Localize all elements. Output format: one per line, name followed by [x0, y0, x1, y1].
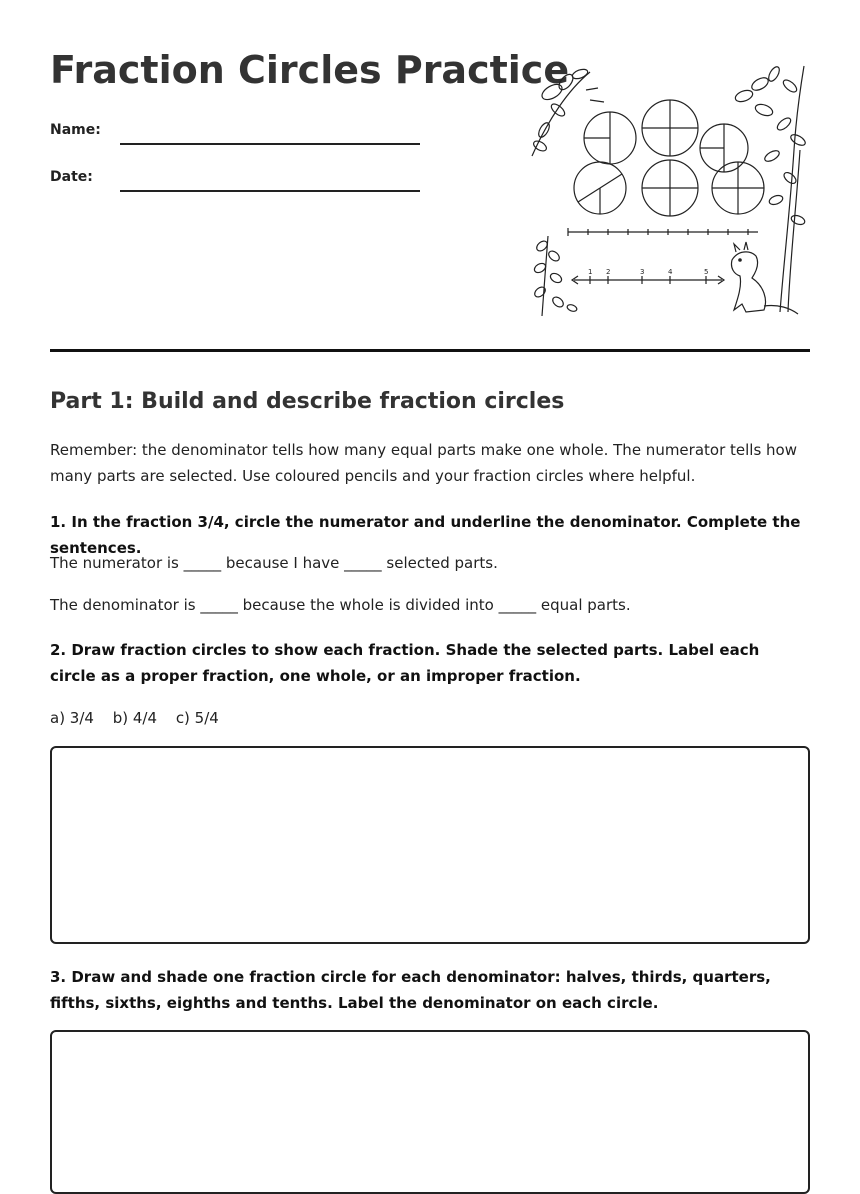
number-line-label: 2: [606, 268, 611, 276]
question-1-sentence-1: The numerator is _____ because I have _____ selected parts.: [50, 554, 498, 572]
fraction-circles-illustration: [528, 60, 810, 322]
ruler-icon: [568, 228, 758, 236]
question-1-sentence-2: The denominator is _____ because the whole is divided into _____ equal parts.: [50, 596, 631, 614]
number-line: [572, 276, 724, 284]
question-3-prompt: 3. Draw and shade one fraction circle for each denominator: halves, thirds, quarters, fifths, sixths, eighths and tenths. Label the denominator on each circle.: [50, 968, 771, 1012]
number-line-label: 5: [704, 268, 709, 276]
question-1-prompt: 1. In the fraction 3/4, circle the numerator and underline the denominator. Complete the sentences.: [50, 513, 801, 557]
fraction-circle-thirds: [574, 162, 626, 214]
date-label: Date:: [50, 169, 93, 185]
question-2-prompt: 2. Draw fraction circles to show each fraction. Shade the selected parts. Label each circle as a proper fraction, one whole, or an improper fraction.: [50, 641, 760, 685]
date-field[interactable]: [120, 190, 420, 192]
option-c: c) 5/4: [175, 709, 219, 727]
fraction-circle-quarters: [642, 160, 698, 216]
option-b: b) 4/4: [112, 709, 158, 727]
question-2-options: [50, 705, 810, 731]
number-line-label: 1: [588, 268, 593, 276]
page-title: Fraction Circles Practice: [50, 48, 570, 92]
answer-box-question-2[interactable]: [50, 746, 810, 944]
answer-box-question-3[interactable]: [50, 1030, 810, 1194]
name-label: Name:: [50, 122, 101, 138]
number-line-label: 3: [640, 268, 645, 276]
fraction-circle-quarters: [584, 112, 636, 164]
part-1-heading: Part 1: Build and describe fraction circles: [50, 389, 565, 414]
fraction-circle-quarters: [642, 100, 698, 156]
option-a: a) 3/4: [50, 709, 94, 727]
fraction-circle-quarters: [712, 162, 764, 214]
plant-icon: [533, 236, 578, 316]
leaf-branch-icon: [532, 68, 604, 156]
number-line-label: 4: [668, 268, 673, 276]
intro-text: Remember: the denominator tells how many equal parts make one whole. The numerator tells how many parts are selected. Use coloured pencils and your fraction circles where helpful.: [50, 441, 797, 485]
header-divider: [50, 349, 810, 352]
fraction-circle-quarters: [700, 124, 748, 172]
name-field[interactable]: [120, 143, 420, 145]
